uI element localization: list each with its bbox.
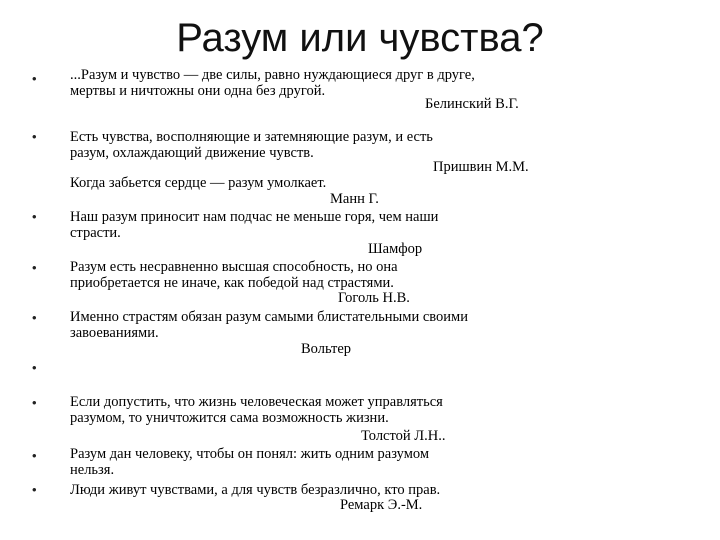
quote-text-line: страсти. xyxy=(70,225,121,241)
quote-text-line: Наш разум приносит нам подчас не меньше горя, чем наши xyxy=(70,209,439,225)
bullet-6: • xyxy=(32,360,37,375)
quote-text-line: ...Разум и чувство — две силы, равно нуждающиеся друг в друге, xyxy=(70,67,475,83)
bullet-1: • xyxy=(32,71,37,86)
quote-text-line: приобретается не иначе, как победой над страстями. xyxy=(70,275,394,291)
quote-author: Ремарк Э.-М. xyxy=(340,497,423,513)
quote-text-line: Именно страстям обязан разум самыми блистательными своими xyxy=(70,309,468,325)
bullet-5: • xyxy=(32,310,37,325)
slide-title: Разум или чувства? xyxy=(176,16,544,60)
quote-text-line: разум, охлаждающий движение чувств. xyxy=(70,145,314,161)
quote-text-line: нельзя. xyxy=(70,462,115,478)
quote-author: Гоголь Н.В. xyxy=(338,290,410,306)
bullet-4: • xyxy=(32,260,37,275)
bullet-8: • xyxy=(32,448,37,463)
quote-text-line: Люди живут чувствами, а для чувств безразлично, кто прав. xyxy=(70,482,441,498)
quote-author: Вольтер xyxy=(301,341,352,357)
quote-author: Манн Г. xyxy=(330,191,379,207)
bullet-2: • xyxy=(32,129,37,144)
quote-text-line: Разум дан человеку, чтобы он понял: жить одним разумом xyxy=(70,446,430,462)
quote-text-line: Если допустить, что жизнь человеческая может управляться xyxy=(70,394,443,410)
quote-text-line: мертвы и ничтожны они одна без другой. xyxy=(70,83,326,99)
quote-author: Пришвин М.М. xyxy=(433,159,529,175)
quote-text-line: Когда забьется сердце — разум умолкает. xyxy=(70,175,327,191)
quote-text-line: завоеваниями. xyxy=(70,325,159,341)
bullet-7: • xyxy=(32,395,37,410)
quote-author: Толстой Л.Н.. xyxy=(361,428,446,444)
bullet-9: • xyxy=(32,482,37,497)
bullet-3: • xyxy=(32,209,37,224)
quote-text-line: разумом, то уничтожится сама возможность жизни. xyxy=(70,410,389,426)
quote-text-line: Есть чувства, восполняющие и затемняющие разум, и есть xyxy=(70,129,433,145)
quote-author: Белинский В.Г. xyxy=(425,96,519,112)
quote-author: Шамфор xyxy=(368,241,423,257)
quote-text-line: Разум есть несравненно высшая способность, но она xyxy=(70,259,398,275)
